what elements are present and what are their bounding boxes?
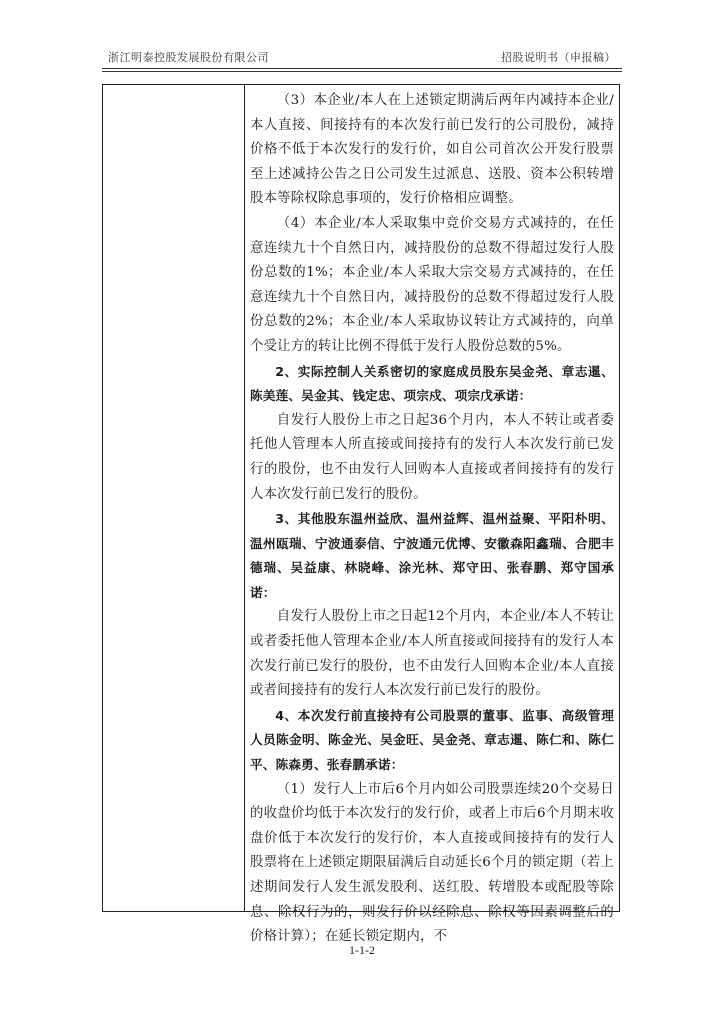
paragraph-lockup-reduction-price: （3）本企业/本人在上述锁定期满后两年内减持本企业/本人直接、间接持有的本次发行前已发行的公司股份，减持价格不低于本次发行的发行价，如自公司首次公开发行股票至上述减持公告之日公司发生过派息、送股、资本公积转增股本等除权除息事项的，发行价格相应调整。 xyxy=(250,93,614,207)
heading-other-shareholders: 3、其他股东温州益欣、温州益辉、温州益聚、平阳朴明、温州瓯瑞、宁波通泰信、宁波通元优博、安徽森阳鑫瑞、合肥丰德瑞、吴益康、林晓峰、涂光林、郑守田、张春鹏、郑守国承诺： xyxy=(250,511,614,600)
header-rule-bottom xyxy=(102,71,622,72)
header-company-name: 浙江明泰控股发展股份有限公司 xyxy=(108,51,269,64)
heading-family-shareholders: 2、实际控制人关系密切的家庭成员股东吴金尧、章志暹、陈美莲、吴金其、钱定忠、项宗戍、项宗戊承诺： xyxy=(250,363,614,404)
paragraph-36-month-lockup: 自发行人股份上市之日起36个月内，本人不转让或者委托他人管理本人所直接或间接持有的发行人本次发行前已发行的股份，也不由发行人回购本人直接或者间接持有的发行人本次发行前已发行的股份。 xyxy=(250,412,614,502)
page-number: 1-1-2 xyxy=(349,943,375,957)
column-divider xyxy=(244,85,245,911)
heading-directors-supervisors: 4、本次发行前直接持有公司股票的董事、监事、高级管理人员陈金明、陈金光、吴金旺、吴金尧、章志暹、陈仁和、陈仁平、陈森勇、张春鹏承诺： xyxy=(250,707,614,773)
paragraph-price-trigger-extension: （1）发行人上市后6个月内如公司股票连续20个交易日的收盘价均低于本次发行的发行价，或者上市后6个月期末收盘价低于本次发行的发行价，本人直接或间接持有的发行人股票将在上述锁定期限届满后自动延长6个月的锁定期（若上述期间发行人发生派发股利、送红股、转增股本或配股等除息、除权行为的，则发行价以经除息、除权等因素调整后的价格计算）；在延长锁定期内，不 xyxy=(250,781,614,945)
paragraph-reduction-methods: （4）本企业/本人采取集中竞价交易方式减持的，在任意连续九十个自然日内，减持股份的总数不得超过发行人股份总数的1%；本企业/本人采取大宗交易方式减持的，在任意连续九十个自然日内，减持股份的总数不得超过发行人股份总数的2%；本企业/本人采取协议转让方式减持的，向单个受让方的转让比例不得低于发行人股份总数的5%。 xyxy=(250,215,614,354)
commitment-content-cell xyxy=(250,89,614,950)
commitment-table xyxy=(102,84,620,945)
header-rule-top xyxy=(102,68,622,69)
header-document-title: 招股说明书（申报稿） xyxy=(501,51,616,64)
paragraph-12-month-lockup: 自发行人股份上市之日起12个月内，本企业/本人不转让或者委托他人管理本企业/本人所直接或间接持有的发行人本次发行前已发行的股份，也不由发行人回购本企业/本人直接或者间接持有的发行人本次发行前已发行的股份。 xyxy=(250,609,614,699)
